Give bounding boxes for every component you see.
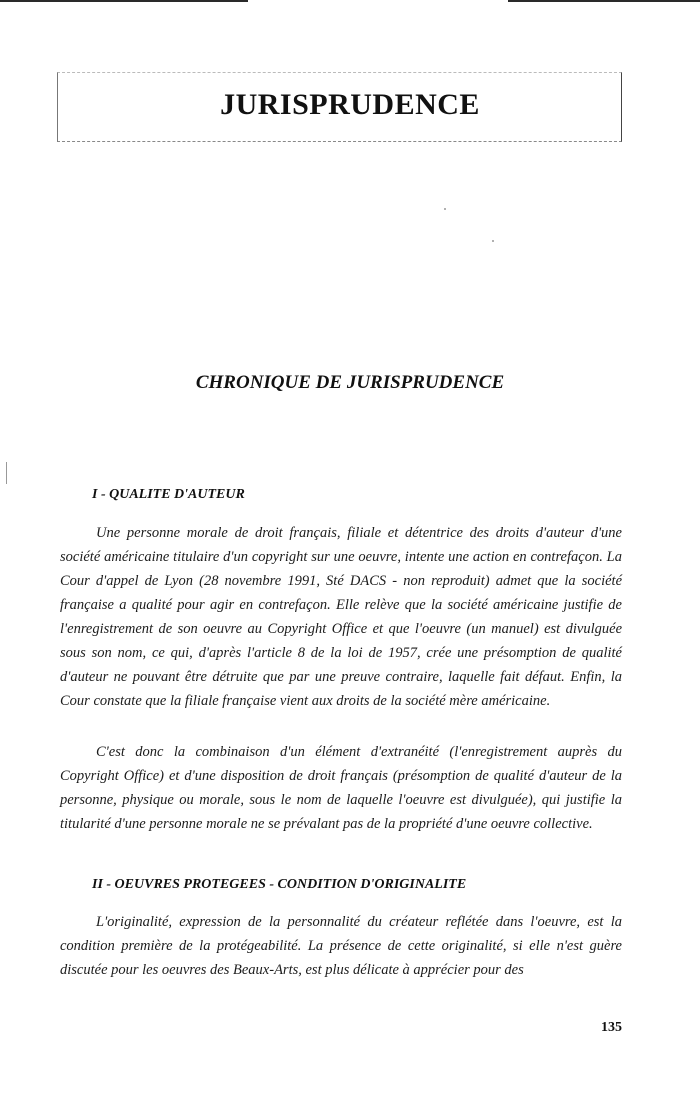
top-rule-right xyxy=(508,0,700,2)
margin-mark xyxy=(6,462,7,484)
scan-speck xyxy=(492,240,494,242)
paragraph: Une personne morale de droit français, filiale et détentrice des droits d'auteur d'une société américaine titulaire d'un copyright sur une oeuvre, intente une action en contrefaçon. La Cour d'appel de Lyon (28 novembre 1991, Sté DACS - non reproduit) admet que la société française a qualité pour agir en contrefaçon. Elle relève que la société américaine justifie de l'enregistrement de son oeuvre au Copyright Office et que l'oeuvre (un manuel) est divulguée sous son nom, ce qui, d'après l'article 8 de la loi de 1957, crée une présomption de qualité d'auteur ne pouvant être détruite que par une preuve contraire, laquelle fait défaut. Enfin, la Cour constate que la filiale française vient aux droits de la société mère américaine. xyxy=(60,525,622,709)
page-title: JURISPRUDENCE xyxy=(220,88,480,121)
section-heading-qualite-auteur: I - QUALITE D'AUTEUR xyxy=(92,487,245,502)
top-rule-left xyxy=(0,0,248,2)
page-number: 135 xyxy=(601,1020,622,1035)
chronique-title: CHRONIQUE DE JURISPRUDENCE xyxy=(195,372,505,393)
section-heading-oeuvres-protegees: II - OEUVRES PROTEGEES - CONDITION D'ORIGINALITE xyxy=(92,877,467,892)
paragraph: C'est donc la combinaison d'un élément d'extranéité (l'enregistrement auprès du Copyright Office) et d'une disposition de droit français (présomption de qualité d'auteur de la personne, physique ou morale, sous le nom de laquelle l'oeuvre est divulguée), qui justifie la titularité d'une personne morale ne se prévalant pas de la propriété d'une oeuvre collective. xyxy=(60,744,622,832)
paragraph: L'originalité, expression de la personnalité du créateur reflétée dans l'oeuvre, est la condition première de la protégeabilité. La présence de cette originalité, si elle n'est guère discutée pour les oeuvres des Beaux-Arts, est plus délicate à apprécier pour des xyxy=(60,914,622,978)
scan-speck xyxy=(444,208,446,210)
